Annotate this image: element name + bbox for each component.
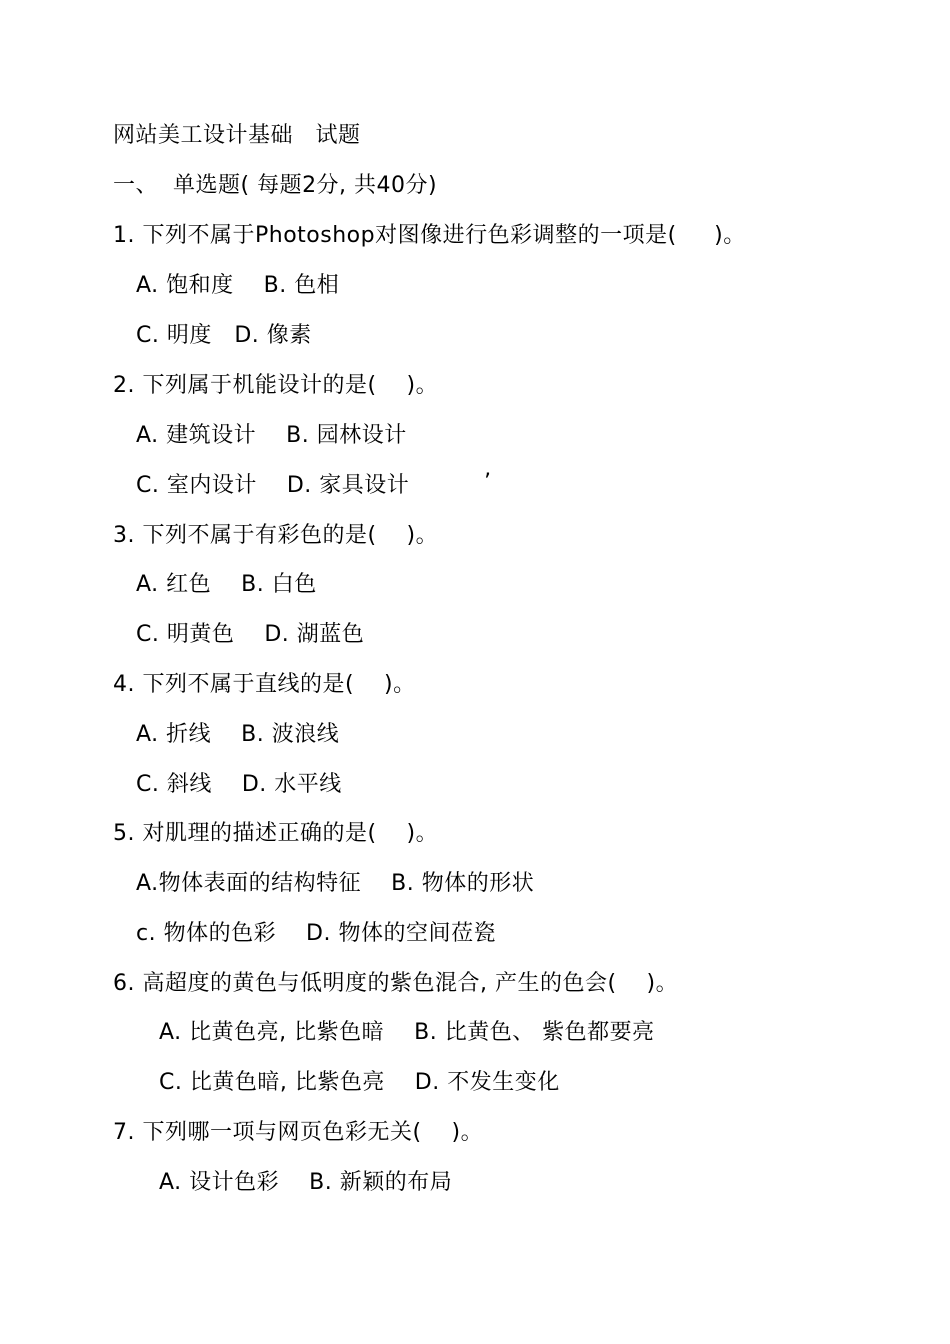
question-options: A. 饱和度 B. 色相 [136,273,340,298]
question-options: A.物体表面的结构特征 B. 物体的形状 [136,871,535,896]
question-stem: 2. 下列属于机能设计的是( )。 [113,373,439,398]
question-stem: 4. 下列不属于直线的是( )。 [113,672,416,697]
question-options: C. 明度 D. 像素 [136,323,312,348]
question-stem: 1. 下列不属于Photoshop对图像进行色彩调整的一项是( )。 [113,223,746,248]
section-heading: 一、 单选题( 每题2分, 共40分) [113,173,438,198]
question-options: A. 折线 B. 波浪线 [136,722,340,747]
question-options: C. 室内设计 D. 家具设计 [136,473,410,498]
question-stem: 3. 下列不属于有彩色的是( )。 [113,523,439,548]
question-options: A. 红色 B. 白色 [136,572,317,597]
question-stem: 6. 高超度的黄色与低明度的紫色混合, 产生的色会( )。 [113,971,679,996]
stray-mark: ’ [484,470,491,495]
question-options: c. 物体的色彩 D. 物体的空间莅瓷 [136,921,496,946]
question-stem: 7. 下列哪一项与网页色彩无关( )。 [113,1120,484,1145]
question-stem: 5. 对肌理的描述正确的是( )。 [113,821,439,846]
question-options: C. 明黄色 D. 湖蓝色 [136,622,365,647]
question-options: C. 斜线 D. 水平线 [136,772,342,797]
question-options: A. 设计色彩 B. 新颖的布局 [159,1170,453,1195]
question-options: C. 比黄色暗, 比紫色亮 D. 不发生变化 [159,1070,560,1095]
question-options: A. 建筑设计 B. 园林设计 [136,423,407,448]
question-options: A. 比黄色亮, 比紫色暗 B. 比黄色、 紫色都要亮 [159,1020,655,1045]
exam-title: 网站美工设计基础 试题 [113,123,361,148]
